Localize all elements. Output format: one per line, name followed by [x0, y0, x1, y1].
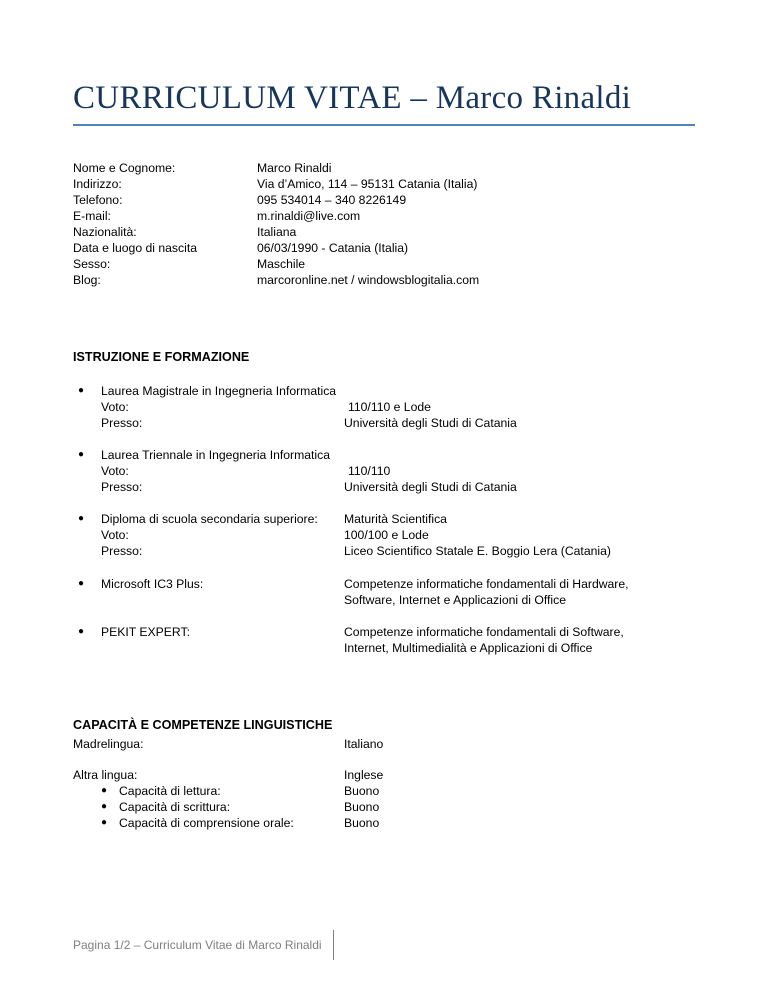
- personal-label-nationality: Nazionalità:: [73, 225, 137, 239]
- skill-label: Capacità di comprensione orale:: [119, 816, 294, 830]
- bullet-icon: ●: [101, 785, 108, 796]
- bullet-icon: ●: [78, 578, 85, 589]
- education-title: Laurea Triennale in Ingegneria Informatica: [101, 448, 330, 462]
- certification-desc: Competenze informatiche fondamentali di Hardware,: [344, 577, 629, 591]
- mother-tongue-label: Madrelingua:: [73, 737, 144, 751]
- certification-desc: Software, Internet e Applicazioni di Office: [344, 593, 566, 607]
- bullet-icon: ●: [101, 817, 108, 828]
- skill-value: Buono: [344, 816, 380, 830]
- education-presso-value: Università degli Studi di Catania: [344, 480, 517, 494]
- bullet-icon: ●: [78, 626, 85, 637]
- document-title: CURRICULUM VITAE – Marco Rinaldi: [73, 80, 632, 116]
- personal-label-birth: Data e luogo di nascita: [73, 241, 197, 255]
- certification-title: PEKIT EXPERT:: [101, 625, 190, 639]
- personal-value-birth: 06/03/1990 - Catania (Italia): [257, 241, 409, 255]
- skill-value: Buono: [344, 800, 380, 814]
- education-title-value: Maturità Scientifica: [344, 512, 447, 526]
- other-language-value: Inglese: [344, 768, 384, 782]
- personal-value-address: Via d’Amico, 114 – 95131 Catania (Italia): [257, 177, 478, 191]
- education-voto-value: 100/100 e Lode: [344, 528, 429, 542]
- title-underline: [73, 124, 695, 126]
- personal-label-blog: Blog:: [73, 273, 101, 287]
- education-presso-value: Liceo Scientifico Statale E. Boggio Lera (Catania): [344, 544, 611, 558]
- other-language-label: Altra lingua:: [73, 768, 138, 782]
- bullet-icon: ●: [78, 385, 85, 396]
- education-title: Laurea Magistrale in Ingegneria Informatica: [101, 384, 337, 398]
- personal-value-sex: Maschile: [257, 257, 306, 271]
- bullet-icon: ●: [78, 513, 85, 524]
- personal-label-name: Nome e Cognome:: [73, 161, 176, 175]
- skill-label: Capacità di scrittura:: [119, 800, 231, 814]
- education-presso-label: Presso:: [101, 480, 143, 494]
- mother-tongue-value: Italiano: [344, 737, 384, 751]
- personal-value-nationality: Italiana: [257, 225, 297, 239]
- education-title: Diploma di scuola secondaria superiore:: [101, 512, 318, 526]
- personal-value-blog: marcoronline.net / windowsblogitalia.com: [257, 273, 480, 287]
- education-voto-label: Voto:: [101, 528, 129, 542]
- education-presso-label: Presso:: [101, 416, 143, 430]
- personal-value-email: m.rinaldi@live.com: [257, 209, 361, 223]
- footer-divider: [333, 930, 334, 960]
- education-presso-label: Presso:: [101, 544, 143, 558]
- certification-title: Microsoft IC3 Plus:: [101, 577, 204, 591]
- education-voto-value: 110/110: [348, 464, 391, 478]
- languages-heading: CAPACITÀ E COMPETENZE LINGUISTICHE: [73, 718, 333, 732]
- personal-label-sex: Sesso:: [73, 257, 111, 271]
- bullet-icon: ●: [101, 801, 108, 812]
- education-voto-label: Voto:: [101, 464, 129, 478]
- bullet-icon: ●: [78, 449, 85, 460]
- education-voto-label: Voto:: [101, 400, 129, 414]
- skill-value: Buono: [344, 784, 380, 798]
- education-heading: ISTRUZIONE E FORMAZIONE: [73, 350, 250, 364]
- personal-value-phone: 095 534014 – 340 8226149: [257, 193, 407, 207]
- skill-label: Capacità di lettura:: [119, 784, 221, 798]
- personal-label-phone: Telefono:: [73, 193, 123, 207]
- personal-label-email: E-mail:: [73, 209, 111, 223]
- personal-label-address: Indirizzo:: [73, 177, 122, 191]
- certification-desc: Internet, Multimedialità e Applicazioni di Office: [344, 641, 593, 655]
- education-voto-value: 110/110 e Lode: [348, 400, 431, 414]
- personal-value-name: Marco Rinaldi: [257, 161, 332, 175]
- certification-desc: Competenze informatiche fondamentali di Software,: [344, 625, 624, 639]
- education-presso-value: Università degli Studi di Catania: [344, 416, 517, 430]
- page-footer: Pagina 1/2 – Curriculum Vitae di Marco Rinaldi: [73, 938, 322, 952]
